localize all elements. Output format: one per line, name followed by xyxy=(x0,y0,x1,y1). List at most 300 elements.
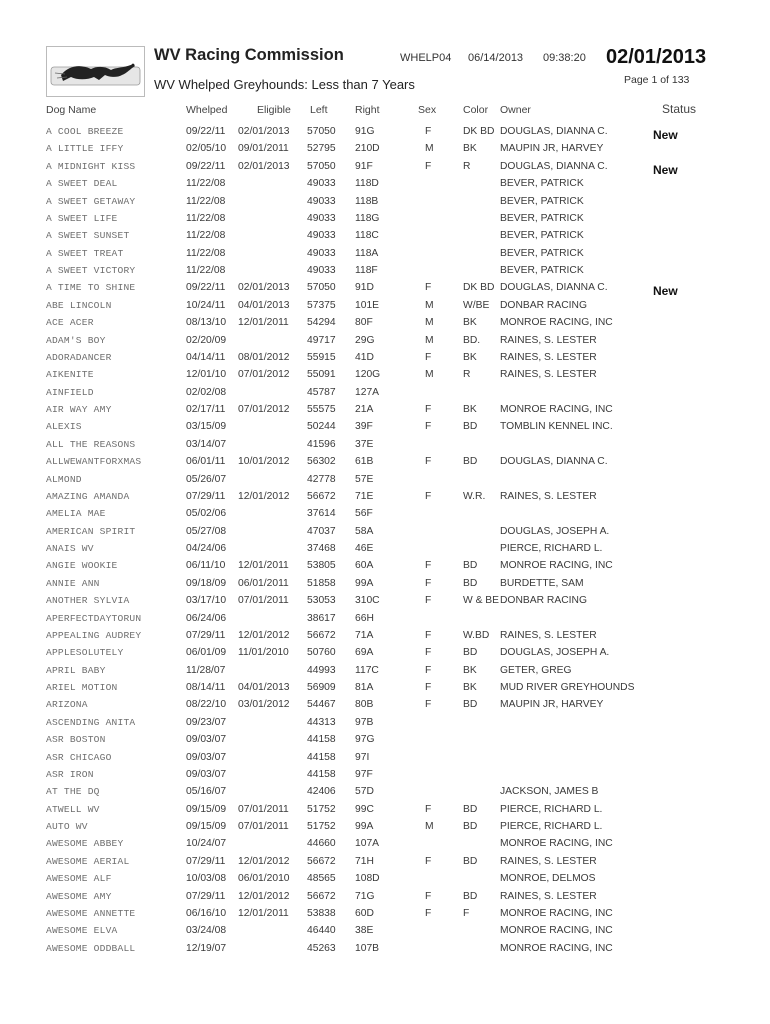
eligible-cell: 12/01/2011 xyxy=(238,907,289,919)
left-ear-cell: 37468 xyxy=(307,543,336,554)
whelped-cell: 06/16/10 xyxy=(186,907,227,919)
right-ear-cell: 91F xyxy=(355,160,373,172)
right-ear-cell: 118G xyxy=(355,212,380,224)
table-row xyxy=(0,314,770,331)
table-row xyxy=(0,193,770,210)
right-ear-cell: 29G xyxy=(355,334,375,346)
dog-name-cell: ARIZONA xyxy=(46,699,88,711)
dog-name-cell: ALEXIS xyxy=(46,421,82,433)
dog-name-cell: ANGIE WOOKIE xyxy=(46,560,118,572)
left-ear-cell: 52795 xyxy=(307,143,336,155)
dog-name-cell: ADAM'S BOY xyxy=(46,334,106,346)
left-ear-cell: 44660 xyxy=(307,838,336,850)
owner-cell: DOUGLAS, DIANNA C. xyxy=(500,282,608,294)
owner-cell: DONBAR RACING xyxy=(500,299,587,311)
sex-cell: F xyxy=(425,907,432,919)
right-ear-cell: 210D xyxy=(355,143,380,155)
sex-cell: M xyxy=(425,334,434,346)
eligible-cell: 03/01/2012 xyxy=(238,699,290,711)
owner-cell: MONROE RACING, INC xyxy=(500,907,613,919)
table-row xyxy=(0,349,770,366)
right-ear-cell: 71A xyxy=(355,629,374,641)
table-row xyxy=(0,245,770,262)
eligible-cell: 07/01/2012 xyxy=(238,404,290,415)
report-subtitle: WV Whelped Greyhounds: Less than 7 Years xyxy=(154,77,415,92)
dog-name-cell: ASR IRON xyxy=(46,768,94,780)
whelped-cell: 10/03/08 xyxy=(186,873,227,885)
eligible-cell: 12/01/2012 xyxy=(238,890,290,902)
right-ear-cell: 99A xyxy=(355,577,374,589)
column-header-left: Left xyxy=(310,104,328,116)
left-ear-cell: 56302 xyxy=(307,456,336,468)
dog-name-cell: APRIL BABY xyxy=(46,664,106,676)
dog-name-cell: ALLWEWANTFORXMAS xyxy=(46,456,142,468)
right-ear-cell: 108D xyxy=(355,873,380,885)
left-ear-cell: 51752 xyxy=(307,803,336,815)
table-row xyxy=(0,227,770,244)
eligible-cell: 12/01/2011 xyxy=(238,317,289,329)
whelped-cell: 03/17/10 xyxy=(186,595,227,607)
whelped-cell: 05/02/06 xyxy=(186,508,227,520)
whelped-cell: 11/22/08 xyxy=(186,212,226,224)
right-ear-cell: 38E xyxy=(355,925,374,937)
whelped-cell: 06/01/11 xyxy=(186,456,226,468)
right-ear-cell: 107A xyxy=(355,838,380,850)
right-ear-cell: 80B xyxy=(355,699,374,711)
table-row xyxy=(0,731,770,748)
table-row xyxy=(0,453,770,470)
column-header-dog-name: Dog Name xyxy=(46,104,97,116)
whelped-cell: 11/22/08 xyxy=(186,265,226,276)
right-ear-cell: 60D xyxy=(355,907,374,919)
right-ear-cell: 37E xyxy=(355,438,374,450)
owner-cell: MONROE RACING, INC xyxy=(500,925,613,937)
owner-cell: JACKSON, JAMES B xyxy=(500,786,599,798)
page-indicator: Page 1 of 133 xyxy=(624,74,690,86)
column-header-color: Color xyxy=(463,104,489,116)
whelped-cell: 02/05/10 xyxy=(186,143,227,155)
dog-name-cell: ANAIS WV xyxy=(46,543,94,554)
left-ear-cell: 49717 xyxy=(307,334,336,346)
color-cell: BD xyxy=(463,456,478,468)
left-ear-cell: 56672 xyxy=(307,855,336,867)
eligible-cell: 12/01/2011 xyxy=(238,560,289,572)
whelped-cell: 12/19/07 xyxy=(186,942,227,954)
right-ear-cell: 69A xyxy=(355,647,374,659)
whelped-cell: 05/26/07 xyxy=(186,473,227,485)
table-row xyxy=(0,627,770,644)
dog-name-cell: ARIEL MOTION xyxy=(46,682,118,693)
whelped-cell: 12/01/10 xyxy=(186,369,227,381)
table-row xyxy=(0,801,770,818)
dog-name-cell: AWESOME ABBEY xyxy=(46,838,124,850)
dog-name-cell: ANNIE ANN xyxy=(46,577,100,589)
owner-cell: BEVER, PATRICK xyxy=(500,195,584,207)
column-header-eligible: Eligible xyxy=(257,104,291,116)
table-row xyxy=(0,384,770,401)
dog-name-cell: ASR BOSTON xyxy=(46,734,106,746)
right-ear-cell: 81A xyxy=(355,682,374,693)
right-ear-cell: 97F xyxy=(355,768,373,780)
owner-cell: PIERCE, RICHARD L. xyxy=(500,543,603,554)
dog-name-cell: AMAZING AMANDA xyxy=(46,490,130,502)
dog-name-cell: A SWEET GETAWAY xyxy=(46,195,136,207)
owner-cell: RAINES, S. LESTER xyxy=(500,855,597,867)
column-header-sex: Sex xyxy=(418,104,437,116)
whelped-cell: 07/29/11 xyxy=(186,855,226,867)
owner-cell: BEVER, PATRICK xyxy=(500,230,584,242)
left-ear-cell: 37614 xyxy=(307,508,336,520)
left-ear-cell: 44158 xyxy=(307,768,336,780)
column-header-owner: Owner xyxy=(500,104,531,116)
right-ear-cell: 107B xyxy=(355,942,380,954)
sex-cell: F xyxy=(425,456,432,468)
dog-name-cell: AIR WAY AMY xyxy=(46,404,112,415)
dog-name-cell: AWESOME ANNETTE xyxy=(46,907,136,919)
color-cell: BK xyxy=(463,317,477,329)
left-ear-cell: 51752 xyxy=(307,821,336,832)
color-cell: BK xyxy=(463,351,477,363)
table-row xyxy=(0,505,770,522)
left-ear-cell: 57050 xyxy=(307,160,336,172)
sex-cell: F xyxy=(425,595,432,607)
eligible-cell: 08/01/2012 xyxy=(238,351,290,363)
whelped-cell: 06/11/10 xyxy=(186,560,226,572)
left-ear-cell: 56672 xyxy=(307,890,336,902)
right-ear-cell: 310C xyxy=(355,595,380,607)
owner-cell: MAUPIN JR, HARVEY xyxy=(500,699,604,711)
whelped-cell: 07/29/11 xyxy=(186,629,226,641)
sex-cell: M xyxy=(425,143,434,155)
left-ear-cell: 41596 xyxy=(307,438,336,450)
table-row xyxy=(0,818,770,835)
right-ear-cell: 97G xyxy=(355,734,375,746)
whelped-cell: 09/18/09 xyxy=(186,577,227,589)
left-ear-cell: 42778 xyxy=(307,473,336,485)
sex-cell: M xyxy=(425,299,434,311)
dog-name-cell: ACE ACER xyxy=(46,317,94,329)
eligible-cell: 12/01/2012 xyxy=(238,855,290,867)
owner-cell: PIERCE, RICHARD L. xyxy=(500,803,603,815)
dog-name-cell: AWESOME ELVA xyxy=(46,925,118,937)
table-row xyxy=(0,592,770,609)
table-row xyxy=(0,175,770,192)
left-ear-cell: 46440 xyxy=(307,925,336,937)
owner-cell: MAUPIN JR, HARVEY xyxy=(500,143,604,155)
color-cell: BD xyxy=(463,821,478,832)
dog-name-cell: A MIDNIGHT KISS xyxy=(46,160,136,172)
color-cell: W & BE xyxy=(463,595,500,607)
dog-name-cell: APPLESOLUTELY xyxy=(46,647,124,659)
dog-name-cell: ASR CHICAGO xyxy=(46,751,112,763)
sex-cell: F xyxy=(425,160,432,172)
dog-name-cell: AWESOME AERIAL xyxy=(46,855,130,867)
report-title: WV Racing Commission xyxy=(154,46,344,64)
right-ear-cell: 61B xyxy=(355,456,374,468)
whelped-cell: 11/22/08 xyxy=(186,230,226,242)
right-ear-cell: 99A xyxy=(355,821,374,832)
dog-name-cell: ANOTHER SYLVIA xyxy=(46,595,130,607)
left-ear-cell: 49033 xyxy=(307,212,336,224)
dog-name-cell: AWESOME ALF xyxy=(46,873,112,885)
table-row xyxy=(0,471,770,488)
owner-cell: BURDETTE, SAM xyxy=(500,577,584,589)
eligible-cell: 02/01/2013 xyxy=(238,126,290,137)
eligible-cell: 04/01/2013 xyxy=(238,299,290,311)
dog-name-cell: ABE LINCOLN xyxy=(46,299,112,311)
table-row xyxy=(0,540,770,557)
table-row xyxy=(0,401,770,418)
table-row xyxy=(0,749,770,766)
table-row xyxy=(0,279,770,299)
greyhound-table xyxy=(0,123,770,957)
left-ear-cell: 56672 xyxy=(307,629,336,641)
color-cell: BK xyxy=(463,664,477,676)
color-cell: F xyxy=(463,907,470,919)
greyhound-icon xyxy=(47,47,144,96)
dog-name-cell: ADORADANCER xyxy=(46,351,112,363)
color-cell: R xyxy=(463,160,471,172)
dog-name-cell: AMERICAN SPIRIT xyxy=(46,525,136,537)
owner-cell: TOMBLIN KENNEL INC. xyxy=(500,421,613,433)
dog-name-cell: ALL THE REASONS xyxy=(46,438,136,450)
greyhound-logo xyxy=(46,46,145,97)
dog-name-cell: ASCENDING ANITA xyxy=(46,716,136,728)
table-row xyxy=(0,366,770,383)
sex-cell: F xyxy=(425,803,432,815)
sex-cell: M xyxy=(425,317,434,329)
sex-cell: F xyxy=(425,560,432,572)
table-row xyxy=(0,835,770,852)
color-cell: BD xyxy=(463,890,478,902)
eligible-cell: 06/01/2011 xyxy=(238,577,289,589)
whelped-cell: 07/29/11 xyxy=(186,490,226,502)
dog-name-cell: A COOL BREEZE xyxy=(46,126,124,137)
dog-name-cell: APERFECTDAYTORUN xyxy=(46,612,142,624)
owner-cell: GETER, GREG xyxy=(500,664,572,676)
right-ear-cell: 127A xyxy=(355,386,380,398)
right-ear-cell: 71E xyxy=(355,490,374,502)
color-cell: DK BD xyxy=(463,282,495,294)
left-ear-cell: 42406 xyxy=(307,786,336,798)
report-code: WHELP04 xyxy=(400,52,452,64)
dog-name-cell: ATWELL WV xyxy=(46,803,100,815)
eligible-cell: 07/01/2012 xyxy=(238,369,290,381)
sex-cell: F xyxy=(425,629,432,641)
color-cell: BD xyxy=(463,647,478,659)
right-ear-cell: 46E xyxy=(355,543,374,554)
left-ear-cell: 57050 xyxy=(307,282,336,294)
sex-cell: F xyxy=(425,421,432,433)
right-ear-cell: 117C xyxy=(355,664,379,676)
owner-cell: RAINES, S. LESTER xyxy=(500,890,597,902)
color-cell: BK xyxy=(463,404,477,415)
owner-cell: DOUGLAS, DIANNA C. xyxy=(500,456,608,468)
owner-cell: RAINES, S. LESTER xyxy=(500,629,597,641)
dog-name-cell: AUTO WV xyxy=(46,821,88,832)
eligible-cell: 06/01/2010 xyxy=(238,873,290,885)
left-ear-cell: 56909 xyxy=(307,682,336,693)
print-time: 09:38:20 xyxy=(543,52,586,64)
dog-name-cell: AWESOME AMY xyxy=(46,890,112,902)
whelped-cell: 02/02/08 xyxy=(186,386,227,398)
sex-cell: M xyxy=(425,369,434,381)
right-ear-cell: 41D xyxy=(355,351,374,363)
eligible-cell: 09/01/2011 xyxy=(238,143,289,155)
table-row xyxy=(0,418,770,435)
whelped-cell: 09/22/11 xyxy=(186,126,226,137)
right-ear-cell: 91D xyxy=(355,282,374,294)
whelped-cell: 09/15/09 xyxy=(186,821,227,832)
right-ear-cell: 57D xyxy=(355,786,374,798)
whelped-cell: 02/20/09 xyxy=(186,334,227,346)
sex-cell: F xyxy=(425,126,432,137)
table-row xyxy=(0,210,770,227)
eligible-cell: 10/01/2012 xyxy=(238,456,290,468)
whelped-cell: 04/14/11 xyxy=(186,351,226,363)
right-ear-cell: 97B xyxy=(355,716,374,728)
left-ear-cell: 53053 xyxy=(307,595,336,607)
whelped-cell: 11/22/08 xyxy=(186,178,226,190)
left-ear-cell: 44158 xyxy=(307,734,336,746)
sex-cell: F xyxy=(425,890,432,902)
sex-cell: F xyxy=(425,664,432,676)
table-row xyxy=(0,297,770,314)
column-header-right: Right xyxy=(355,104,380,116)
left-ear-cell: 50760 xyxy=(307,647,336,659)
left-ear-cell: 38617 xyxy=(307,612,336,624)
sex-cell: F xyxy=(425,282,432,294)
print-date: 06/14/2013 xyxy=(468,52,524,64)
dog-name-cell: AINFIELD xyxy=(46,386,94,398)
table-row xyxy=(0,123,770,140)
table-row xyxy=(0,557,770,574)
color-cell: BD xyxy=(463,699,478,711)
whelped-cell: 07/29/11 xyxy=(186,890,226,902)
color-cell: BD xyxy=(463,560,478,572)
whelped-cell: 09/03/07 xyxy=(186,768,227,780)
whelped-cell: 04/24/06 xyxy=(186,543,227,554)
right-ear-cell: 101E xyxy=(355,299,380,311)
status-cell: New xyxy=(653,162,678,177)
left-ear-cell: 49033 xyxy=(307,247,336,259)
left-ear-cell: 56672 xyxy=(307,490,336,502)
table-row xyxy=(0,783,770,800)
table-row xyxy=(0,922,770,939)
whelped-cell: 05/16/07 xyxy=(186,786,227,798)
whelped-cell: 06/01/09 xyxy=(186,647,227,659)
eligible-cell: 04/01/2013 xyxy=(238,682,290,693)
dog-name-cell: A SWEET LIFE xyxy=(46,212,118,224)
column-header-whelped: Whelped xyxy=(186,104,228,116)
table-row xyxy=(0,158,770,175)
whelped-cell: 02/17/11 xyxy=(186,404,226,415)
left-ear-cell: 49033 xyxy=(307,230,336,242)
right-ear-cell: 58A xyxy=(355,525,374,537)
color-cell: W/BE xyxy=(463,299,490,311)
table-row xyxy=(0,940,770,957)
color-cell: BD xyxy=(463,855,478,867)
left-ear-cell: 53838 xyxy=(307,907,336,919)
right-ear-cell: 56F xyxy=(355,508,373,520)
dog-name-cell: A SWEET VICTORY xyxy=(46,265,136,276)
left-ear-cell: 53805 xyxy=(307,560,336,572)
left-ear-cell: 50244 xyxy=(307,421,336,433)
right-ear-cell: 57E xyxy=(355,473,374,485)
sex-cell: F xyxy=(425,577,432,589)
whelped-cell: 09/22/11 xyxy=(186,160,226,172)
left-ear-cell: 49033 xyxy=(307,195,336,207)
whelped-cell: 03/15/09 xyxy=(186,421,227,433)
right-ear-cell: 118C xyxy=(355,230,379,242)
right-ear-cell: 118F xyxy=(355,265,378,276)
left-ear-cell: 44313 xyxy=(307,716,336,728)
right-ear-cell: 71H xyxy=(355,855,374,867)
table-row xyxy=(0,644,770,661)
left-ear-cell: 49033 xyxy=(307,265,336,276)
owner-cell: RAINES, S. LESTER xyxy=(500,351,597,363)
color-cell: W.BD xyxy=(463,629,490,641)
color-cell: BD xyxy=(463,803,478,815)
eligible-cell: 07/01/2011 xyxy=(238,803,289,815)
dog-name-cell: ALMOND xyxy=(46,473,82,485)
table-row xyxy=(0,696,770,713)
dog-name-cell: AT THE DQ xyxy=(46,786,100,798)
left-ear-cell: 51858 xyxy=(307,577,336,589)
color-cell: DK BD xyxy=(463,126,495,137)
column-header-status: Status xyxy=(662,102,697,116)
table-row xyxy=(0,905,770,922)
eligible-cell: 11/01/2010 xyxy=(238,647,289,659)
dog-name-cell: A SWEET TREAT xyxy=(46,247,124,259)
sex-cell: F xyxy=(425,855,432,867)
whelped-cell: 10/24/07 xyxy=(186,838,227,850)
whelped-cell: 09/23/07 xyxy=(186,716,227,728)
table-row xyxy=(0,523,770,540)
owner-cell: MONROE RACING, INC xyxy=(500,942,613,954)
table-row xyxy=(0,575,770,592)
left-ear-cell: 47037 xyxy=(307,525,336,537)
left-ear-cell: 54467 xyxy=(307,699,336,711)
sex-cell: F xyxy=(425,699,432,711)
color-cell: BD xyxy=(463,421,478,433)
owner-cell: MONROE RACING, INC xyxy=(500,317,613,329)
dog-name-cell: AWESOME ODDBALL xyxy=(46,942,136,954)
dog-name-cell: A LITTLE IFFY xyxy=(46,143,124,155)
owner-cell: DOUGLAS, DIANNA C. xyxy=(500,126,608,137)
right-ear-cell: 118B xyxy=(355,195,379,207)
left-ear-cell: 44158 xyxy=(307,751,336,763)
owner-cell: MONROE, DELMOS xyxy=(500,873,596,885)
sex-cell: M xyxy=(425,821,434,832)
color-cell: BK xyxy=(463,682,477,693)
left-ear-cell: 57050 xyxy=(307,126,336,137)
right-ear-cell: 97I xyxy=(355,751,370,763)
color-cell: BD xyxy=(463,577,478,589)
table-row xyxy=(0,610,770,627)
owner-cell: RAINES, S. LESTER xyxy=(500,369,597,381)
dog-name-cell: AIKENITE xyxy=(46,369,94,381)
left-ear-cell: 44993 xyxy=(307,664,336,676)
whelped-cell: 09/15/09 xyxy=(186,803,227,815)
table-row xyxy=(0,714,770,731)
color-cell: BK xyxy=(463,143,477,155)
whelped-cell: 06/24/06 xyxy=(186,612,227,624)
color-cell: BD. xyxy=(463,334,481,346)
left-ear-cell: 55575 xyxy=(307,404,336,415)
eligible-cell: 12/01/2012 xyxy=(238,490,290,502)
eligible-cell: 02/01/2013 xyxy=(238,282,290,294)
